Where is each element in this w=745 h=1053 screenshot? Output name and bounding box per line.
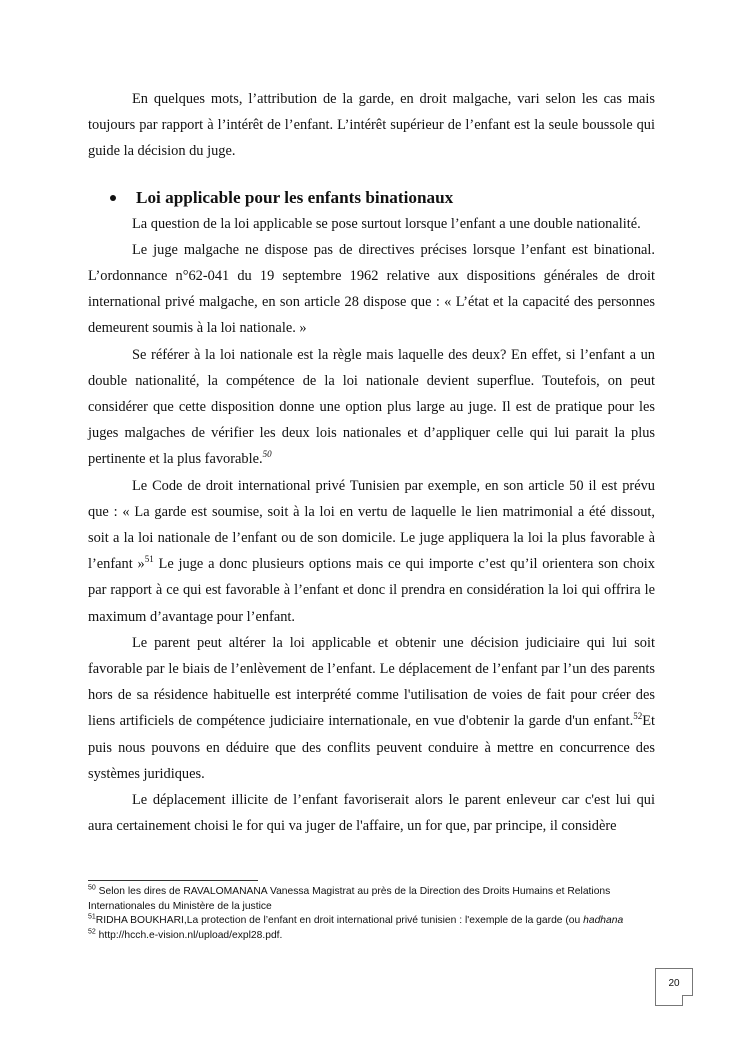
paragraph-1: En quelques mots, l’attribution de la garde, en droit malgache, vari selon les cas mais toujours par rapport à l’intérêt de l’enfant. L’intérêt supérieur de l’enfant est la seule boussole qui guide la décision du juge. [88, 91, 655, 160]
footnote-50 [88, 885, 658, 914]
footnote-51 [88, 914, 658, 929]
footnotes [88, 885, 658, 943]
paragraph-5 [88, 473, 655, 630]
paragraph-6-text-a: Le parent peut altérer la loi applicable et obtenir une décision judiciaire qui lui soit favorable par le biais de l’enlèvement de l’enfant. Le déplacement de l’enfant par l’un des parents hors de sa résidence habituelle est interprété comme l'utilisation de voies de fait pour créer des liens artificiels de compétence judiciaire internationale, en vue d'obtenir la garde d'un enfant. [88, 634, 655, 730]
footnote-link[interactable]: http://hcch.e-vision.nl/upload/expl28.pdf. [95, 929, 283, 941]
paragraph-5-text-a: Le Code de droit international privé Tunisien par exemple, en son article 50 il est prévu que : « La garde est soumise, soit à la loi en vertu de laquelle le lien matrimonial a été dissout, soit a la loi nationale de l’enfant ou de son domicile. Le juge appliquera la loi la plus favorable à l’enfant » [88, 477, 655, 573]
page-number: 20 [655, 968, 693, 1006]
paragraph-6-text-b: Et puis nous pouvons en déduire que des conflits peuvent conduire à mettre en concurrence des systèmes juridiques. [88, 713, 655, 782]
footnote-text: Selon les dires de RAVALOMANANA Vanessa Magistrat au près de la Direction des Droits Humains et Relations Internationales du Ministère de la justice [88, 886, 611, 912]
section-heading [110, 185, 655, 211]
bullet-icon [110, 195, 116, 201]
footnote-ref-51[interactable]: 51 [144, 554, 154, 565]
section-heading-text: Loi applicable pour les enfants binationaux [136, 187, 454, 207]
paragraph-7: Le déplacement illicite de l’enfant favoriserait alors le parent enleveur car c'est lui qui aura certainement choisi le for qui va juger de l'affaire, un for que, par principe, il considère [88, 792, 655, 835]
body-text [88, 86, 655, 839]
paragraph-3: Le juge malgache ne dispose pas de directives précises lorsque l’enfant est binational. L’ordonnance n°62-041 du 19 septembre 1962 relative aux dispositions générales de droit international privé malgache, en son article 28 dispose que : « L’état et la capacité des personnes demeurent soumis à la loi nationale. » [88, 241, 655, 337]
footnote-number: 52 [88, 928, 96, 936]
footnote-52 [88, 929, 658, 944]
footnote-ref-52[interactable]: 52 [633, 711, 643, 722]
paragraph-6 [88, 630, 655, 787]
footnote-number: 50 [88, 884, 96, 892]
footnote-separator [88, 880, 258, 881]
footnote-text-italic: hadhana [583, 915, 624, 926]
paragraph-2: La question de la loi applicable se pose surtout lorsque l’enfant a une double nationalité. [132, 215, 641, 232]
footnote-text: RIDHA BOUKHARI,La protection de l’enfant en droit international privé tunisien : l'exemple de la garde (ou [95, 915, 584, 926]
paragraph-5-text-b: Le juge a donc plusieurs options mais ce qui importe c’est qu’il orientera son choix par rapport à ce qui est favorable à l’enfant et donc il prendra en considération la loi qui offrira le maximum d’avantage pour l’enfant. [88, 556, 655, 625]
paragraph-4-text: Se référer à la loi nationale est la règle mais laquelle des deux? En effet, si l’enfant a un double nationalité, la compétence de la loi nationale devient superflue. Toutefois, on peut considérer que cette disposition donne une option plus large au juge. Il est de pratique pour les juges malgaches de vérifier les deux lois nationales et d’appliquer celle qui lui parait la plus pertinente et la plus favorable. [88, 346, 655, 468]
footnote-ref-50[interactable]: 50 [262, 449, 272, 460]
paragraph-4 [88, 342, 655, 473]
footnote-number: 51 [88, 913, 96, 921]
